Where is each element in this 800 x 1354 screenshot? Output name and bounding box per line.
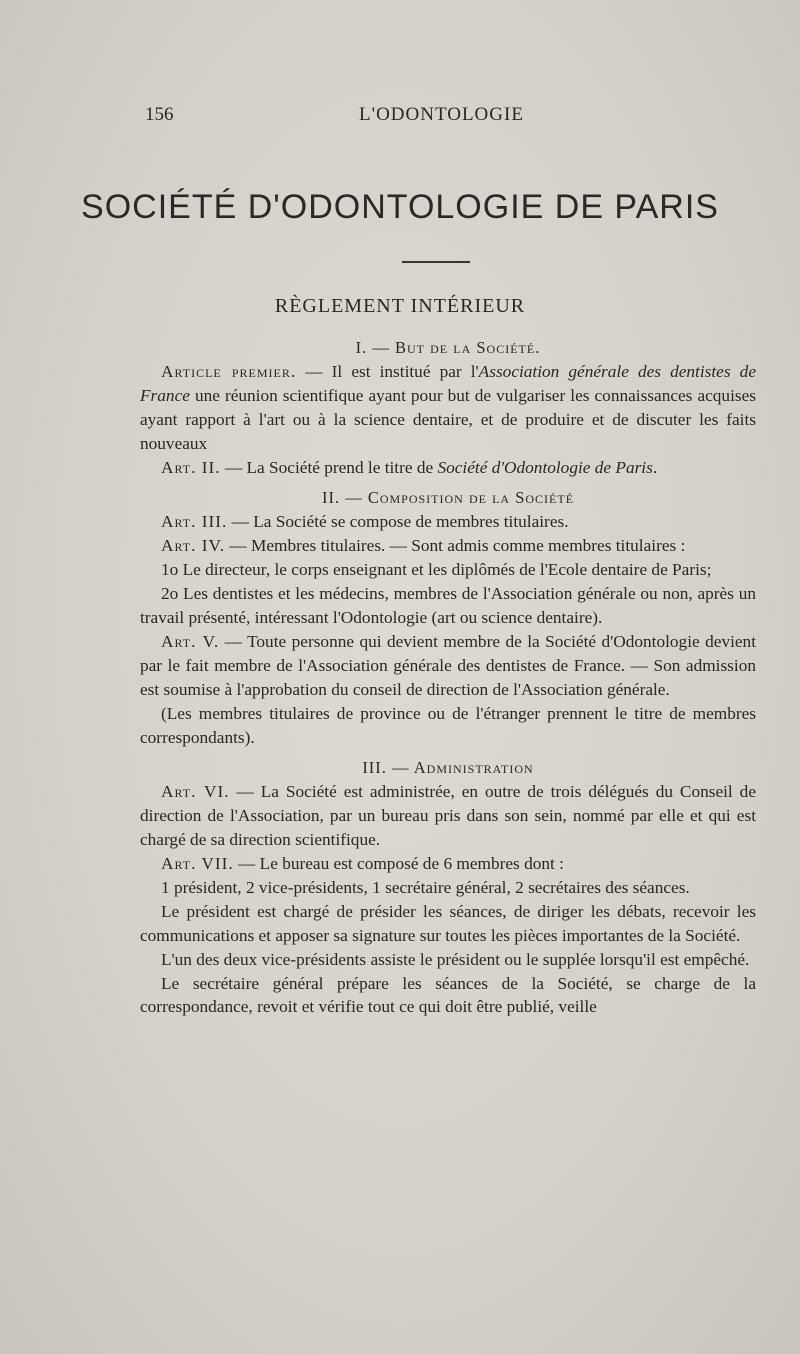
italic-text: Société d'Odontologie de Paris — [437, 457, 653, 477]
paragraph — [140, 534, 756, 558]
article-label: Art. II. — [161, 457, 221, 477]
paragraph-text: . — [652, 457, 658, 477]
page-header — [145, 104, 738, 130]
article-title: SOCIÉTÉ D'ODONTOLOGIE DE PARIS — [81, 188, 719, 226]
paragraph-text: — Il est institué par l' — [296, 361, 479, 381]
paragraph: 1o Le directeur, le corps enseignant et les diplômés de l'Ecole dentaire de Paris; — [161, 560, 712, 580]
paragraph-text: — La Société est administrée, en outre de trois délégués du Conseil de direction de l'Association, par un bureau pris dans son sein, nommé par elle et qui est chargé de sa direction scientifique. — [140, 782, 756, 850]
paragraph — [140, 456, 756, 480]
paragraph: (Les membres titulaires de province ou de l'étranger prennent le titre de membres correspondants). — [140, 703, 756, 747]
italic-text: Association générale des dentistes de France — [140, 361, 756, 405]
paragraph-text: — Membres titulaires. — Sont admis comme membres titulaires : — [225, 536, 686, 556]
section-heading: II. — Composition de la Société — [321, 488, 575, 508]
title-divider — [402, 261, 470, 263]
paragraph — [140, 360, 756, 456]
paragraph-text: une réunion scientifique ayant pour but de vulgariser les connaissances acquises ayant rapport à l'art ou à la science dentaire, et de produire et de discuter les faits nouveaux — [140, 385, 756, 453]
paragraph: Le secrétaire général prépare les séances de la Société, se charge de la correspondance, revoit et vérifie tout ce qui doit être publié, veille — [140, 973, 756, 1017]
article-label: Art. VI. — [161, 782, 230, 802]
article-label: Article premier. — [161, 361, 297, 381]
paragraph — [140, 630, 756, 702]
article-label: Art. V. — [161, 631, 220, 651]
paragraph — [140, 780, 756, 852]
paragraph-text: — Le bureau est composé de 6 membres dont : — [233, 854, 564, 874]
article-subtitle: RÈGLEMENT INTÉRIEUR — [274, 295, 526, 317]
article-label: Art. VII. — [161, 854, 234, 874]
paragraph-text: — La Société se compose de membres titulaires. — [227, 512, 569, 532]
paragraph — [140, 852, 756, 876]
article-label: Art. III. — [161, 512, 228, 532]
section-heading: I. — But de la Société. — [355, 338, 541, 357]
article-label: Art. IV. — [161, 536, 226, 556]
paragraph-text: — Toute personne qui devient membre de la Société d'Odontologie devient par le fait membre de l'Association générale des dentistes de France. — Son admission est soumise à l'approbation du conseil de direction de l'Association générale. — [140, 631, 756, 699]
section-heading: III. — Administration — [362, 758, 534, 778]
paragraph: Le président est chargé de présider les séances, de diriger les débats, recevoir les communications et apposer sa signature sur toutes les pièces importantes de la Société. — [140, 901, 756, 945]
paragraph-text: — La Société prend le titre de — [220, 457, 438, 477]
body-text — [140, 336, 756, 1019]
page-number: 156 — [145, 104, 174, 125]
paragraph: L'un des deux vice-présidents assiste le président ou le supplée lorsqu'il est empêché. — [161, 949, 750, 969]
running-head: L'ODONTOLOGIE — [359, 104, 524, 125]
paragraph: 2o Les dentistes et les médecins, membres de l'Association générale ou non, après un travail présenté, intéressant l'Odontologie (art ou science dentaire). — [140, 584, 756, 627]
paragraph — [140, 510, 756, 534]
paragraph: 1 président, 2 vice-présidents, 1 secrétaire général, 2 secrétaires des séances. — [161, 877, 690, 897]
